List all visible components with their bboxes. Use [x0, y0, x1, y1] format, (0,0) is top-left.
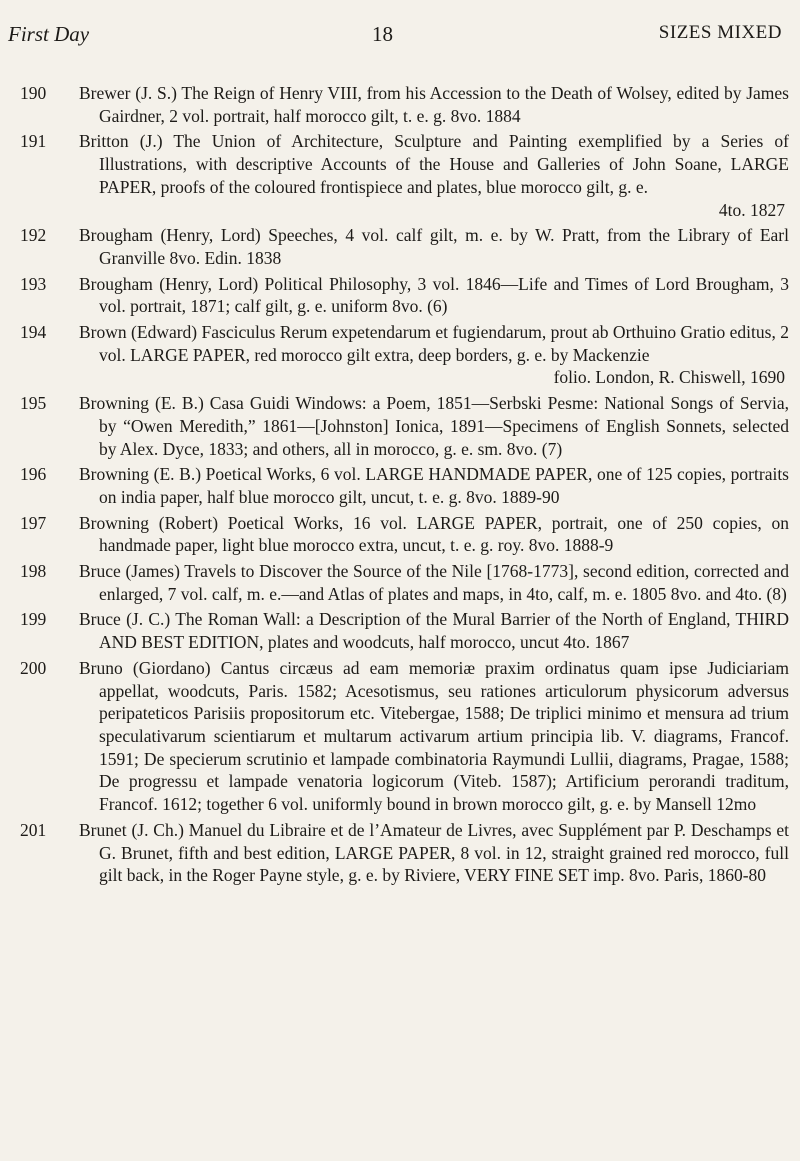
lot-description: Brewer (J. S.) The Reign of Henry VIII, from his Accession to the Death of Wolsey, edited by James Gairdner, 2 vol. portrait, half morocco gilt, t. e. g. 8vo. 1884 — [79, 83, 789, 126]
lot-entry — [0, 560, 800, 605]
lot-description: Bruce (J. C.) The Roman Wall: a Description of the Mural Barrier of the North of England, THIRD AND BEST EDITION, plates and woodcuts, half morocco, uncut 4to. 1867 — [79, 609, 789, 653]
lot-number: 198 — [20, 561, 47, 582]
lot-description: Bruno (Giordano) Cantus circæus ad eam memoriæ praxim ordinatus quam ipse Judiciariam appellat, woodcuts, Paris. 1582; Acesotismus, seu rationes articulorum physicorum adversus peripateticos Parisiis propositorum etc. Vitebergae, 1588; De triplici minimo et mensura ad trium speculativarum scientiarum et multarum activarum artium principia lib. V. diagrams, Francof. 1591; De specierum scrutinio et lampade combinatoria Raymundi Lullii, diagrams, Pragae, 1588; De progressu et lampade venatoria logicorum (Viteb. 1587); Artificium perorandi traditum, Francof. 1612; together 6 vol. uniformly bound in brown morocco gilt, g. e. by Mansell 12mo — [79, 657, 789, 815]
lot-description — [79, 321, 789, 389]
lot-entry — [0, 657, 800, 816]
lot-entry — [0, 512, 800, 557]
header-section-title: First Day — [8, 22, 90, 46]
lot-description: Browning (E. B.) Poetical Works, 6 vol. LARGE HANDMADE PAPER, one of 125 copies, portraits on india paper, half blue morocco gilt, uncut, t. e. g. 8vo. 1889-90 — [79, 464, 789, 507]
lot-description — [79, 130, 789, 221]
lot-entry — [0, 463, 800, 508]
lot-entry — [0, 273, 800, 318]
lot-number: 197 — [20, 512, 47, 533]
catalogue-entries — [0, 82, 800, 890]
lot-entry — [0, 392, 800, 460]
lot-number: 194 — [20, 322, 47, 343]
lot-number: 200 — [20, 657, 47, 678]
lot-number: 192 — [20, 225, 47, 246]
lot-edition: 4to. 1827 — [718, 199, 785, 220]
lot-edition: folio. London, R. Chiswell, 1690 — [553, 367, 785, 388]
lot-entry — [0, 224, 800, 269]
lot-number: 201 — [20, 819, 47, 840]
header-running-title: SIZES MIXED — [658, 22, 782, 43]
page-header — [0, 22, 800, 52]
lot-entry — [0, 819, 800, 887]
lot-description-body: Brown (Edward) Fasciculus Rerum expetendarum et fugiendarum, prout ab Orthuino Gratio editus, 2 vol. LARGE PAPER, red morocco gilt extra, deep borders, g. e. by Mackenzie — [79, 322, 789, 365]
lot-entry — [0, 608, 800, 653]
lot-description-body: Britton (J.) The Union of Architecture, Sculpture and Painting exemplified by a Series of Illustrations, with descriptive Accounts of the House and Galleries of John Soane, LARGE PAPER, proofs of the coloured frontispiece and plates, blue morocco gilt, g. e. — [79, 131, 789, 197]
lot-entry — [0, 321, 800, 389]
lot-entry — [0, 82, 800, 127]
lot-entry — [0, 130, 800, 221]
lot-number: 191 — [20, 131, 47, 152]
lot-description: Bruce (James) Travels to Discover the Source of the Nile [1768-1773], second edition, corrected and enlarged, 7 vol. calf, m. e.—and Atlas of plates and maps, in 4to, calf, m. e. 1805 8vo. and 4to. (8) — [79, 561, 789, 604]
lot-number: 190 — [20, 83, 47, 103]
lot-description: Brunet (J. Ch.) Manuel du Libraire et de l’Amateur de Livres, avec Supplément par P. Deschamps et G. Brunet, fifth and best edition, LARGE PAPER, 8 vol. in 12, straight grained red morocco, full gilt back, in the Roger Payne style, g. e. by Riviere, VERY FINE SET imp. 8vo. Paris, 1860-80 — [79, 819, 789, 886]
page-number: 18 — [372, 22, 393, 46]
lot-description: Browning (Robert) Poetical Works, 16 vol. LARGE PAPER, portrait, one of 250 copies, on handmade paper, light blue morocco extra, uncut, t. e. g. roy. 8vo. 1888-9 — [79, 512, 789, 556]
lot-description: Browning (E. B.) Casa Guidi Windows: a Poem, 1851—Serbski Pesme: National Songs of Servia, by “Owen Meredith,” 1861—[Johnston] Ionica, 1891—Specimens of English Sonnets, selected by Alex. Dyce, 1833; and others, all in morocco, g. e. sm. 8vo. (7) — [79, 393, 789, 459]
lot-number: 196 — [20, 464, 47, 485]
lot-number: 195 — [20, 393, 47, 414]
lot-description: Brougham (Henry, Lord) Speeches, 4 vol. calf gilt, m. e. by W. Pratt, from the Library of Earl Granville 8vo. Edin. 1838 — [79, 225, 789, 268]
lot-description: Brougham (Henry, Lord) Political Philosophy, 3 vol. 1846—Life and Times of Lord Brougham, 3 vol. portrait, 1871; calf gilt, g. e. uniform 8vo. (6) — [79, 273, 789, 317]
lot-number: 199 — [20, 609, 47, 630]
lot-number: 193 — [20, 273, 47, 294]
